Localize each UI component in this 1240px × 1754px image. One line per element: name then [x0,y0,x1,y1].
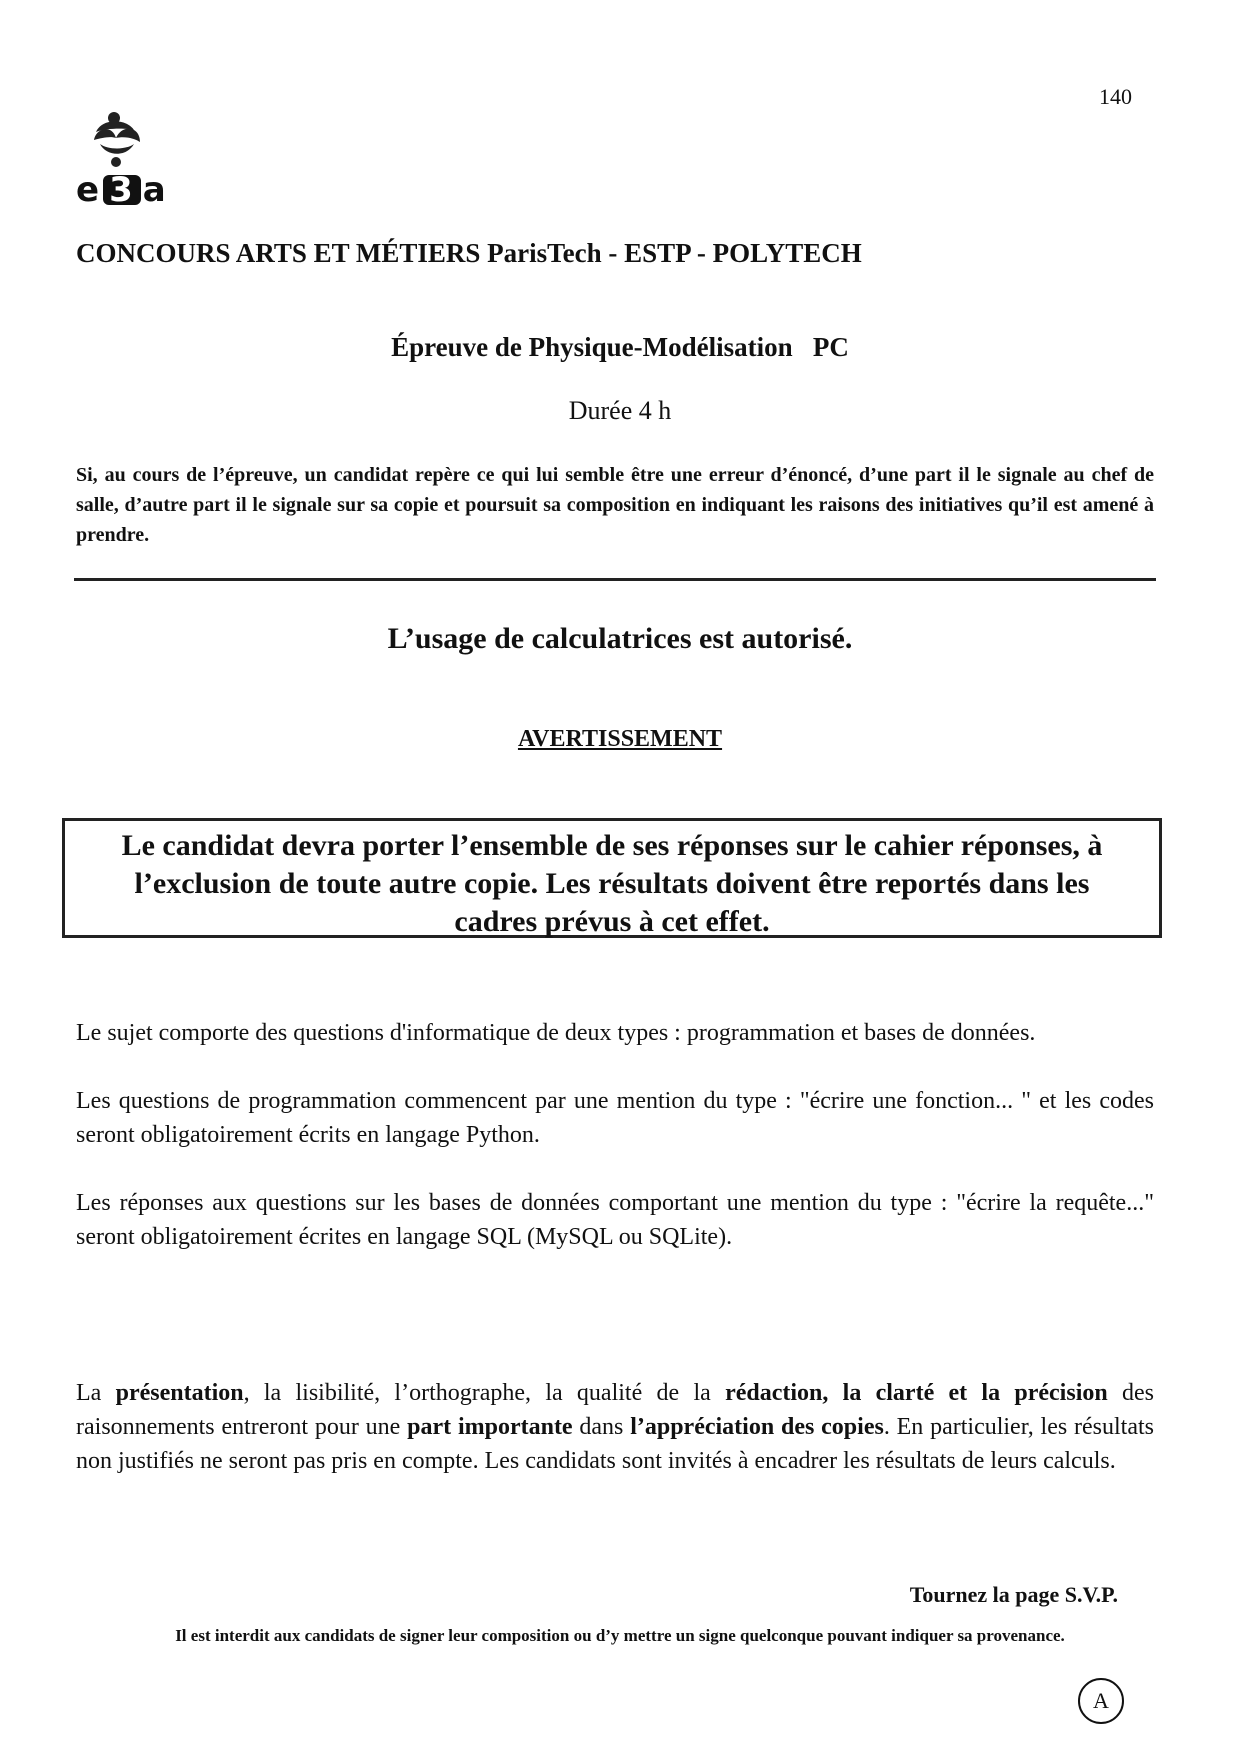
avis-erreur-enonce: Si, au cours de l’épreuve, un candidat repère ce qui lui semble être une erreur d’énoncé, d’une part il le signale au chef de salle, d’autre part il le signale sur sa copie et poursuit sa composition en indiquant les raisons des initiatives qu’il est amené à prendre. [76,464,1154,546]
paragraph-sujet: Le sujet comporte des questions d'informatique de deux types : programmation et bases de données. [76,1020,1036,1046]
paragraph-programmation: Les questions de programmation commencent par une mention du type : "écrire une fonction... " et les codes seront obligatoirement écrits en langage Python. [76,1088,1154,1148]
concours-title: CONCOURS ARTS ET MÉTIERS ParisTech - ESTP - POLYTECH [76,238,862,268]
tournez-la-page: Tournez la page S.V.P. [909,1582,1118,1607]
epreuve-title: Épreuve de Physique-Modélisation PC [391,332,849,362]
avertissement-title: AVERTISSEMENT [517,726,723,752]
page-number: 140 [1099,84,1132,109]
e3a-logo-text: e 3 a [76,170,168,210]
separator-rule [74,578,1156,581]
paragraph-bases-de-donnees: Les réponses aux questions sur les bases de données comportant une mention du type : "écrire la requête..." seront obligatoirement écrites en langage SQL (MySQL ou SQLite). [76,1190,1154,1250]
avertissement-box-text: Le candidat devra porter l’ensemble de ses réponses sur le cahier réponses, à l’exclusion de toute autre copie. Les résultats doivent être reportés dans les cadres prévus à cet effet. [121,829,1103,938]
avertissement-box [62,818,1162,938]
calculatrices-notice: L’usage de calculatrices est autorisé. [387,622,853,655]
paragraph-presentation: La présentation, la lisibilité, l’orthographe, la qualité de la rédaction, la clarté et la précision des raisonnements entreront pour une part importante dans l’appréciation des copies. En particulier, les résultats non justifiés ne seront pas pris en compte. Les candidats sont invités à encadrer les résultats de leurs calculs. [76,1380,1154,1474]
duree: Durée 4 h [568,396,672,425]
interdit-notice: Il est interdit aux candidats de signer leur composition ou d’y mettre un signe quelconque pouvant indiquer sa provenance. [175,1626,1065,1645]
circle-a-mark: A [1078,1678,1124,1724]
